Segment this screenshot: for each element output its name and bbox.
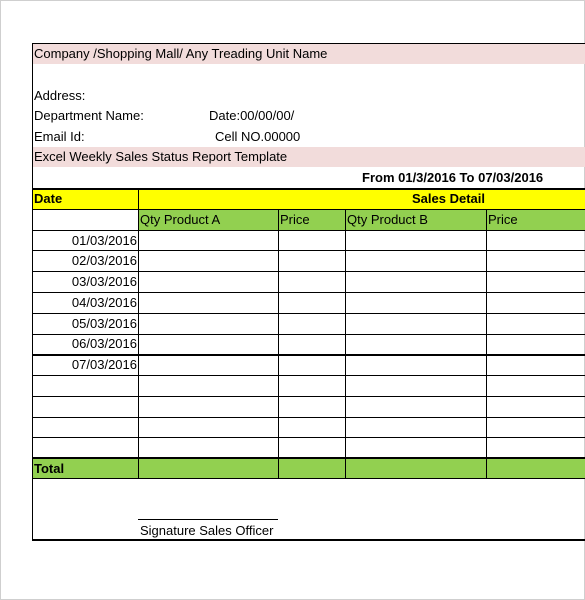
date-cell: 07/03/2016	[71, 357, 137, 372]
subheader-price-a: Price	[280, 212, 310, 227]
report-period: From 01/3/2016 To 07/03/2016	[362, 170, 544, 185]
cell-label: Cell NO.00000	[215, 129, 301, 144]
department-label: Department Name:	[34, 108, 144, 123]
total-bottom-line	[33, 478, 585, 479]
date-cell: 03/03/2016	[71, 274, 137, 289]
date-label: Date:00/00/00/	[209, 108, 295, 123]
subheader-qty-b: Qty Product B	[347, 212, 428, 227]
bottom-border	[33, 539, 585, 541]
column-line	[278, 210, 279, 479]
company-name: Company /Shopping Mall/ Any Treading Unit Name	[34, 46, 328, 61]
column-line	[138, 189, 139, 479]
signature-label: Signature Sales Officer	[140, 523, 274, 538]
date-cell: 01/03/2016	[71, 233, 137, 248]
row-line	[33, 375, 585, 376]
total-row	[33, 459, 585, 478]
subheader-price-b: Price	[488, 212, 518, 227]
total-label: Total	[34, 461, 65, 476]
signature-line	[138, 519, 278, 520]
address-label: Address:	[34, 88, 86, 103]
row-line	[33, 437, 585, 438]
column-line	[486, 210, 487, 479]
date-column-header: Date	[34, 191, 63, 206]
date-cell: 05/03/2016	[71, 316, 137, 331]
subheader-qty-a: Qty Product A	[140, 212, 221, 227]
row-line	[33, 396, 585, 397]
row-line	[33, 417, 585, 418]
template-title: Excel Weekly Sales Status Report Template	[34, 149, 288, 164]
date-cell: 06/03/2016	[71, 336, 137, 351]
date-cell: 04/03/2016	[71, 295, 137, 310]
date-cell: 02/03/2016	[71, 253, 137, 268]
email-label: Email Id:	[34, 129, 85, 144]
column-line	[345, 210, 346, 479]
sales-detail-header: Sales Detail	[412, 191, 485, 206]
